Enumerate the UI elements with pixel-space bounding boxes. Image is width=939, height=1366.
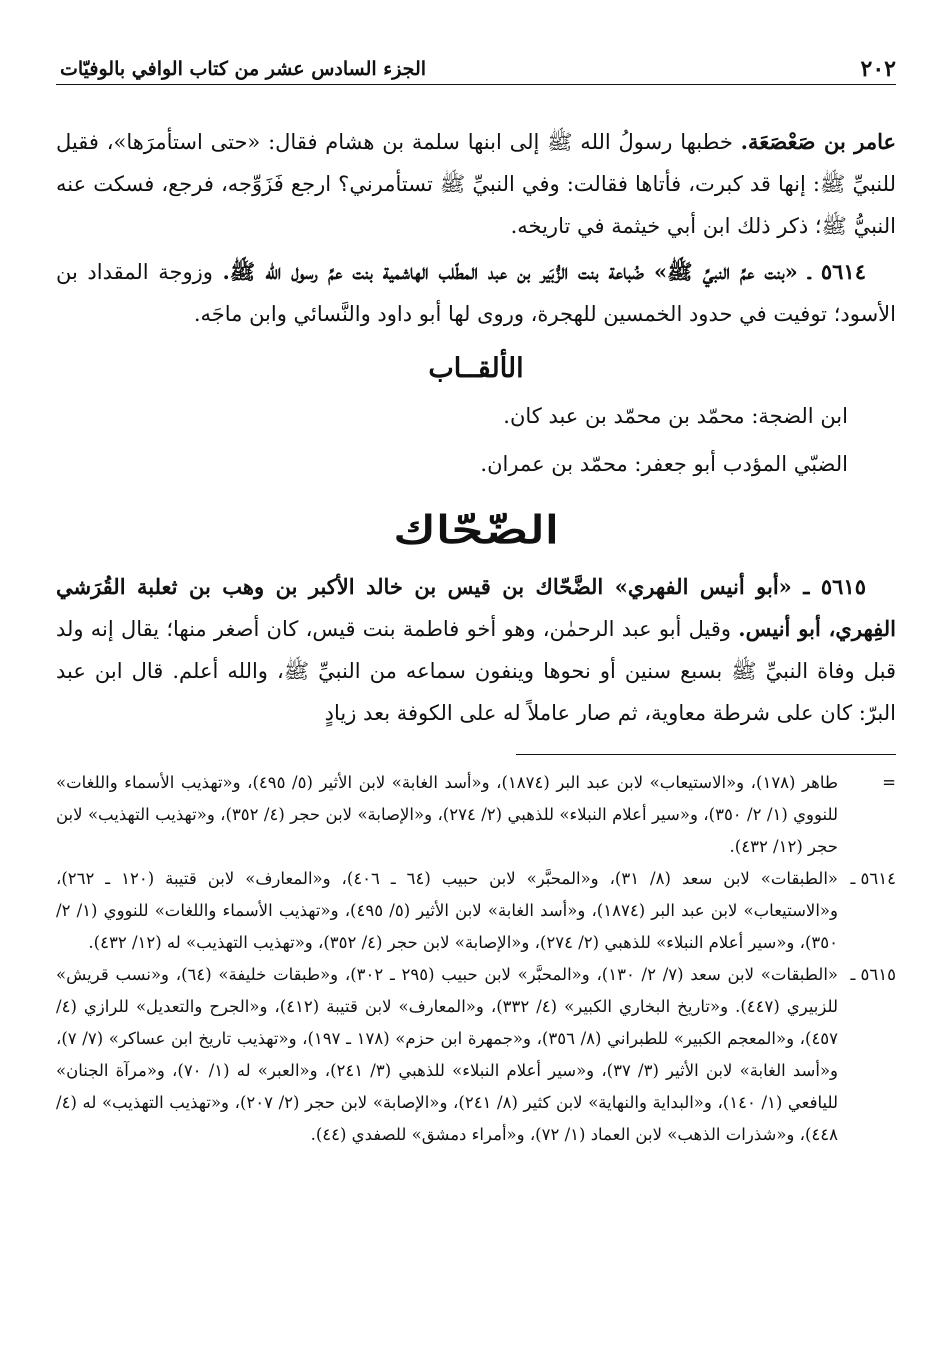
header-title: الجزء السادس عشر من كتاب الوافي بالوفيّات <box>60 58 427 80</box>
alqab-heading: الألقــاب <box>428 353 524 384</box>
book-page <box>56 46 896 1336</box>
entry-5615-paragraph <box>56 566 896 734</box>
footnote-text: «الطبقات» لابن سعد (٨/ ٣١)، و«المحبَّر» لابن حبيب (٦٤ ـ ٤٠٦)، و«المعارف» لابن قتيبة (١٢٠ ـ ٢٦٢)، و«الاستيعاب» لابن عبد البر (١٨٧٤)، و«أسد الغابة» لابن الأثير (٥/ ٤٩٥)، و«تهذيب الأسماء واللغات» للنووي (١/ ٢/ ٣٥٠)، و«سير أعلام النبلاء» للذهبي (٢/ ٢٧٤)، و«الإصابة» لابن حجر (٤/ ٣٥٢)، و«تهذيب التهذيب» له (١٢/ ٤٣٢). <box>56 869 839 952</box>
footnote-text: طاهر (١٧٨)، و«الاستيعاب» لابن عبد البر (١٨٧٤)، و«أسد الغابة» لابن الأثير (٥/ ٤٩٥)، و«تهذيب الأسماء واللغات» للنووي (١/ ٢/ ٣٥٠)، و«سير أعلام النبلاء» للذهبي (٢/ ٢٧٤)، و«الإصابة» لابن حجر (٤/ ٣٥٢)، و«تهذيب التهذيب» لابن حجر (١٢/ ٤٣٢). <box>56 773 839 856</box>
footnote-entry <box>56 959 896 1151</box>
entry-5614-paragraph <box>56 251 896 335</box>
entry-5614-text: وزوجة المقداد بن الأسود؛ توفيت في حدود الخمسين للهجرة، وروى لها أبو داود والنَّسائي وابن ماجَه. <box>56 260 896 326</box>
entry-5614-heading: ٥٦١٤ ـ «بنت عمِّ النبيِّ ﷺ» ضُباعة بنت الزُّبَير بن عبد المطّلب الهاشمية بنت عمِّ رسول الله ﷺ. <box>222 259 866 284</box>
alqab-item: الضبّي المؤدب أبو جعفر: محمّد بن عمران. <box>480 452 848 476</box>
footnotes <box>56 767 896 1151</box>
footnote-marker: ٥٦١٥ ـ <box>850 965 896 984</box>
page-number: ٢٠٢ <box>860 56 896 82</box>
footnote-marker: ٥٦١٤ ـ <box>850 869 896 888</box>
entry-continuation-paragraph <box>56 121 896 247</box>
footnote-entry <box>56 863 896 959</box>
footnote-entry <box>56 767 896 863</box>
footnote-text: «الطبقات» لابن سعد (٧/ ٢/ ١٣٠)، و«المحبَّر» لابن حبيب (٢٩٥ ـ ٣٠٢)، و«طبقات خليفة» (٦٤)، و«نسب قريش» للزبيري (٤٤٧). و«تاريخ البخاري الكبير» (٤/ ٣٣٢)، و«المعارف» لابن قتيبة (٤١٢)، و«الجرح والتعديل» للرازي (٤/ ٤٥٧)، و«المعجم الكبير» للطبراني (٨/ ٣٥٦)، و«جمهرة ابن حزم» (١٧٨ ـ ١٩٧)، و«تهذيب تاريخ ابن عساكر» (٧/ ٧)، و«أسد الغابة» لابن الأثير (٣/ ٣٧)، و«سير أعلام النبلاء» للذهبي (٣/ ٢٤١)، و«العبر» له (١/ ٧٠)، و«مرآة الجنان» لليافعي (١/ ١٤٠)، و«البداية والنهاية» لابن كثير (٨/ ٢٤١)، و«الإصابة» لابن حجر (٢/ ٢٠٧)، و«تهذيب التهذيب» له (٤/ ٤٤٨)، و«شذرات الذهب» لابن العماد (١/ ٧٢)، و«أمراء دمشق» للصفدي (٤٤). <box>56 965 839 1144</box>
entry-continuation-name: عامر بن صَعْصَعَة. <box>740 129 896 154</box>
footnote-divider <box>516 754 896 755</box>
footnote-rule-wrap <box>56 734 896 767</box>
entry-5615-heading: ٥٦١٥ ـ «أبو أنيس الفهري» الضَّحّاك بن قيس بن خالد الأكبر بن وهب بن ثعلبة القُرَشي الفِهري، أبو أنيس. <box>56 574 896 641</box>
alqab-item: ابن الضجة: محمّد بن محمّد بن عبد كان. <box>503 404 848 428</box>
footnote-marker: = <box>882 773 896 792</box>
entry-continuation-text: خطبها رسولُ الله ﷺ إلى ابنها سلمة بن هشام فقال: «حتى استأمرَها»، فقيل للنبيِّ ﷺ: إنها قد كبرت، فأتاها فقالت: وفي النبيِّ ﷺ تستأمرني؟ ارجع فَزَوِّجه، فرجع، فسكت عنه النبيُّ ﷺ؛ ذكر ذلك ابن أبي خيثمة في تاريخه. <box>56 130 896 238</box>
dahhak-section-heading <box>56 506 896 554</box>
dahhak-heading-text: الضّحّاك <box>393 507 559 552</box>
running-header <box>56 46 896 85</box>
alqab-list <box>56 392 896 488</box>
entry-5615-text: وقيل أبو عبد الرحمٰن، وهو أخو فاطمة بنت قيس، كان أصغر منها؛ يقال إنه ولد قبل وفاة النبيِّ ﷺ بسبع سنين أو نحوها وينفون سماعه من النبيِّ ﷺ، والله أعلم. قال ابن عبد البرّ: كان على شرطة معاوية، ثم صار عاملاً له على الكوفة بعد زيادٍ <box>56 617 896 725</box>
